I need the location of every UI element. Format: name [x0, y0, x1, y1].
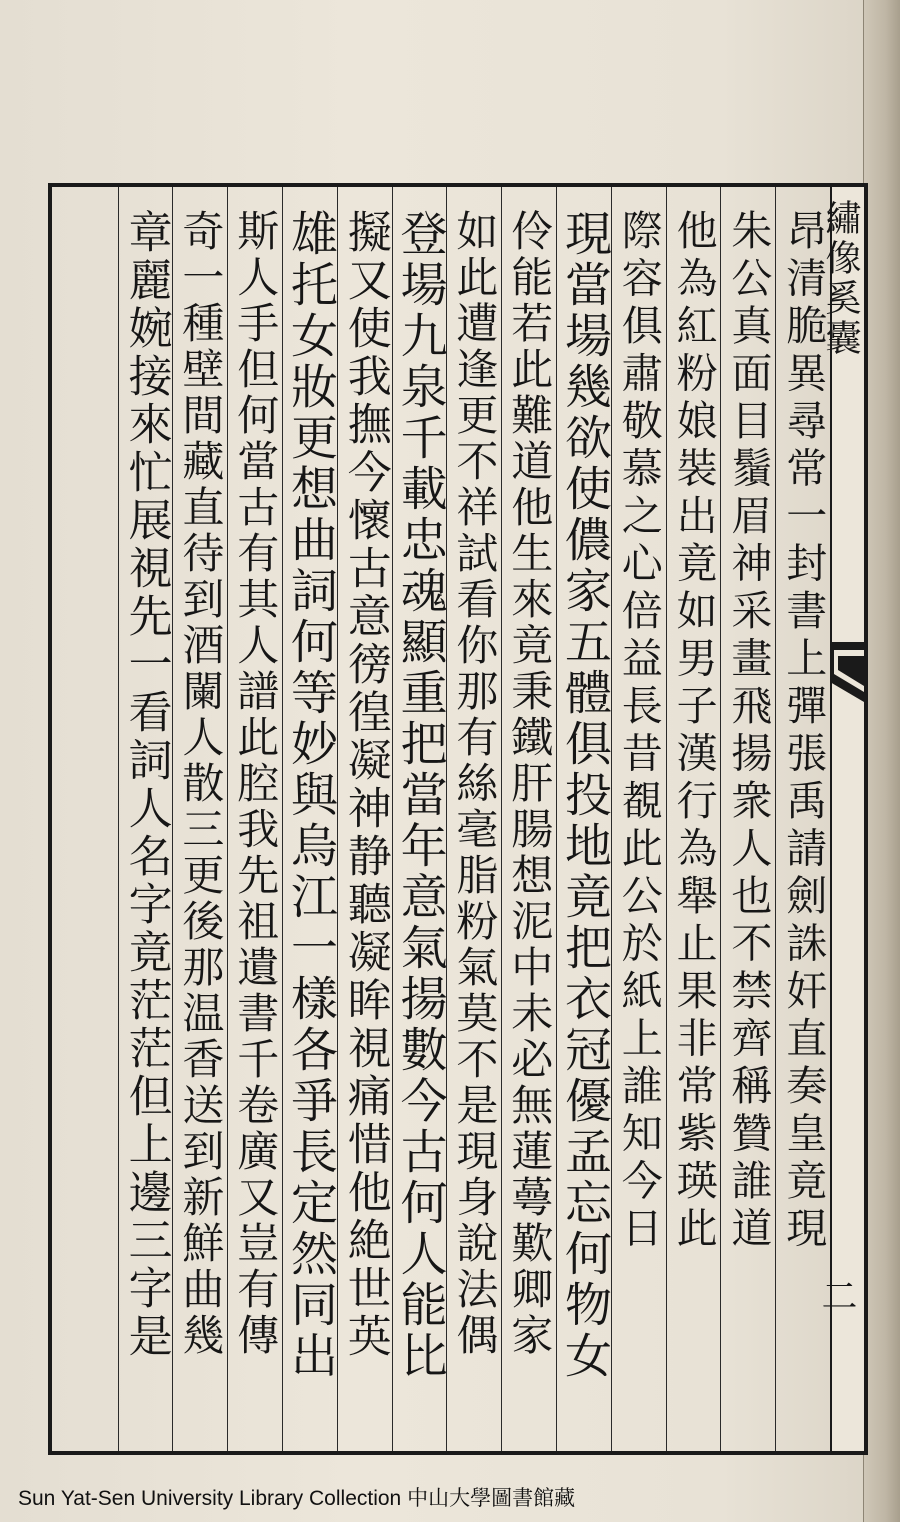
- column-text: 登場九泉千載忠魂顯重把當年意氣揚數今古何人能比: [392, 209, 448, 1382]
- text-column: [501, 187, 555, 1451]
- text-column: [337, 187, 391, 1451]
- column-text: 際容俱肅敬慕之心倍益長昔覩此公於紙上誰知今日: [614, 209, 663, 1254]
- text-column: [446, 187, 500, 1451]
- column-text: 如此遭逢更不祥試看你那有絲毫脂粉氣莫不是現身說法偶: [450, 209, 500, 1359]
- column-text: 斯人手但何當古有其人譜此腔我先祖遺書千卷廣又豈有傳: [231, 209, 281, 1359]
- text-column: [611, 187, 665, 1451]
- text-column: [172, 187, 226, 1451]
- page-number: 二: [816, 1277, 857, 1313]
- text-column: [118, 187, 172, 1451]
- library-credit: [18, 1482, 575, 1512]
- text-column: [775, 187, 829, 1451]
- text-column: [556, 187, 610, 1451]
- credit-chinese: 中山大學圖書館藏: [407, 1486, 576, 1510]
- book-spine: [863, 0, 900, 1522]
- text-column: [666, 187, 720, 1451]
- text-column: [282, 187, 336, 1451]
- column-text: 現當場幾欲使儂家五體俱投地竟把衣冠優孟忘何物女: [557, 209, 612, 1382]
- column-text: 章麗婉接來忙展視先一看詞人名字竟茫茫但上邊三字是: [120, 209, 172, 1361]
- column-text: 他為紅粉娘裝出竟如男子漢行為舉止果非常紫瑛此: [669, 209, 718, 1254]
- book-title: 繡像奚囊: [820, 199, 861, 359]
- text-column: [227, 187, 281, 1451]
- text-column: [720, 187, 774, 1451]
- credit-english: Sun Yat-Sen University Library Collection: [18, 1487, 402, 1510]
- fish-tail-icon: [830, 642, 864, 702]
- text-column: [392, 187, 446, 1451]
- column-text: 朱公真面目鬚眉神采畫飛揚衆人也不禁齊稱贊誰道: [724, 209, 773, 1254]
- column-text: 伶能若此難道他生來竟秉鐵肝腸想泥中未必無蓮蕚歎卿家: [505, 209, 555, 1359]
- column-text: 雄托女妝更想曲詞何等妙與烏江一樣各爭長定然同出: [283, 209, 338, 1382]
- block-heart: [816, 187, 864, 1451]
- column-text: 擬又使我撫今懷古意徬徨凝神静聽凝眸視痛惜他絶世英: [339, 209, 391, 1361]
- column-text: 奇一種壁間藏直待到酒闌人散三更後那温香送到新鮮曲幾: [176, 209, 226, 1359]
- column-text: 昂清脆異尋常一封書上彈張禹請劍誅奸直奏皇竟現: [779, 209, 828, 1254]
- text-frame: [48, 183, 868, 1455]
